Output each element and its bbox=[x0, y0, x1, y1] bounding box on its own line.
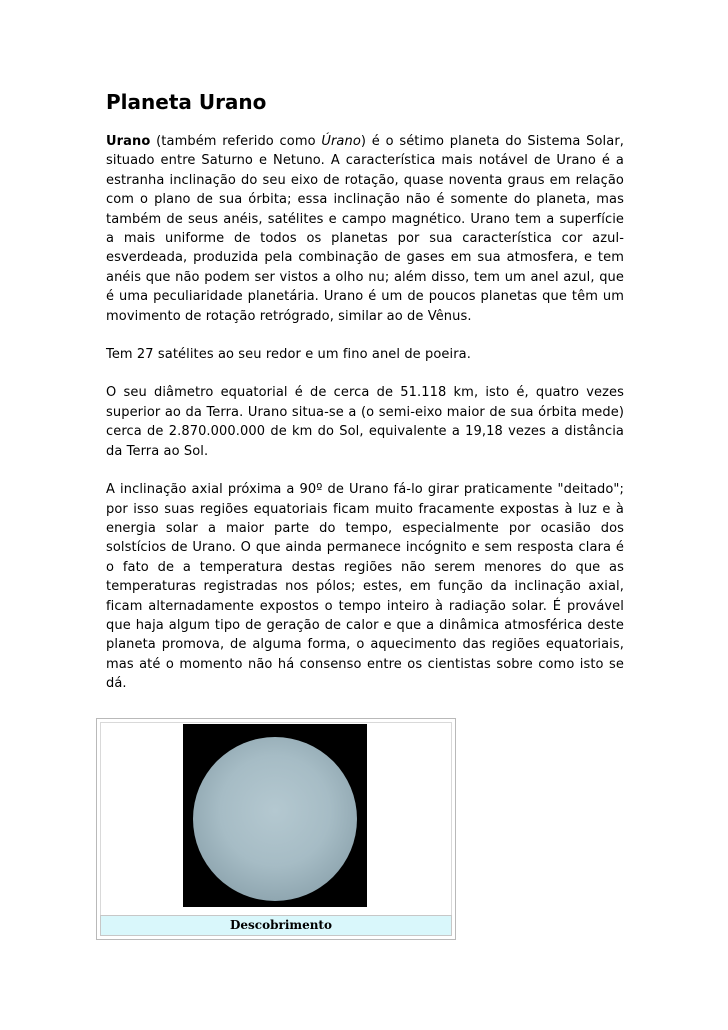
figure-table bbox=[96, 718, 456, 940]
figure-caption-bar bbox=[100, 915, 452, 936]
intro-text-a: (também referido como bbox=[150, 134, 322, 149]
paragraph-diameter: O seu diâmetro equatorial é de cerca de 51.118 km, isto é, quatro vezes superior ao da Terra. Urano situa-se a (o semi-eixo maior de sua órbita mede) cerca de 2.870.000.000 de km do Sol, equivalente a 19,18 vezes a distância da Terra ao Sol. bbox=[106, 385, 624, 459]
uranus-planet bbox=[193, 737, 357, 901]
intro-text-b: ) é o sétimo planeta do Sistema Solar, situado entre Saturno e Netuno. A característica mais notável de Urano é a estranha inclinação do seu eixo de rotação, quase noventa graus em relação com o plano de sua órbita; essa inclinação não é somente do planeta, mas também de seus anéis, satélites e campo magnético. Urano tem a superfície a mais uniforme de todos os planetas por sua característica cor azul-esverdeada, produzida pela combinação de gases em sua atmosfera, e tem anéis que não podem ser vistos a olho nu; além disso, tem um anel azul, que é uma peculiaridade planetária. Urano é um de poucos planetas que têm um movimento de rotação retrógrado, similar ao de Vênus. bbox=[106, 134, 624, 324]
paragraph-satellites: Tem 27 satélites ao seu redor e um fino anel de poeira. bbox=[106, 347, 471, 363]
page-title: Planeta Urano bbox=[106, 90, 267, 114]
paragraph-inclination: A inclinação axial próxima a 90º de Urano fá-lo girar praticamente "deitado"; por isso suas regiões equatoriais ficam muito fracamente expostas à luz e à energia solar a maior parte do tempo, especialmente por ocasião dos solstícios de Urano. O que ainda permanece incógnito e sem resposta clara é o fato de a temperatura destas regiões não serem menores do que as temperaturas registradas nos pólos; estes, em função da inclinação axial, ficam alternadamente expostos o tempo inteiro à radiação solar. É provável que haja algum tipo de geração de calor e que a dinâmica atmosférica deste planeta promova, de alguma forma, o aquecimento das regiões equatoriais, mas até o momento não há consenso entre os cientistas sobre como isto se dá. bbox=[106, 482, 624, 692]
term-urano-alt: Úrano bbox=[321, 134, 361, 149]
term-urano: Urano bbox=[106, 134, 151, 149]
planet-image bbox=[183, 724, 367, 907]
paragraph-intro bbox=[106, 132, 624, 326]
figure-caption: Descobrimento bbox=[230, 918, 332, 932]
article-body bbox=[106, 88, 624, 694]
